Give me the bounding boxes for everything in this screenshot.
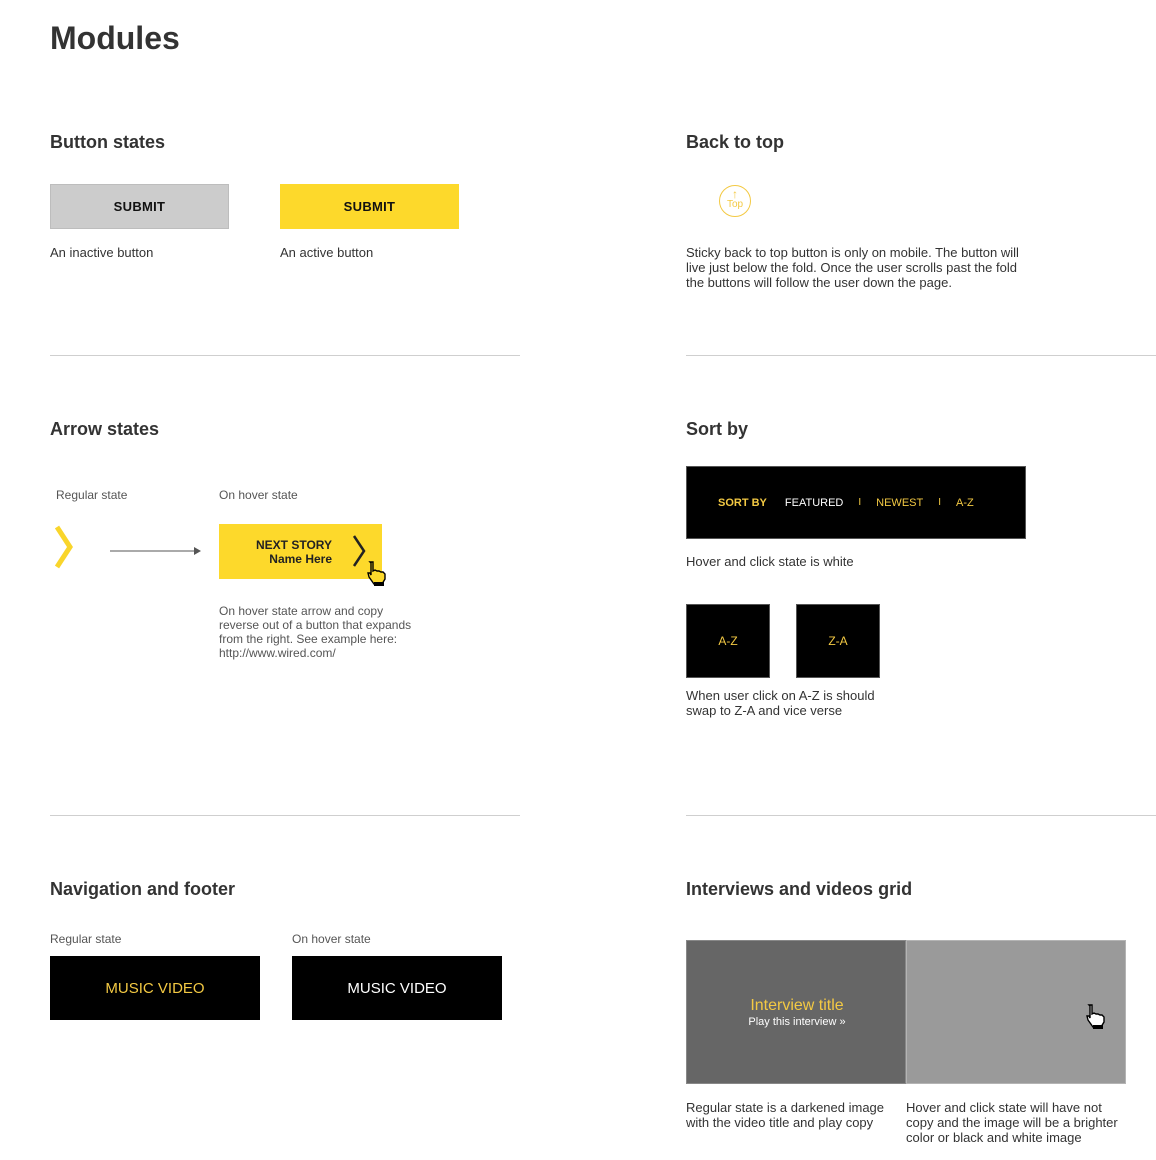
sort-z-a-button[interactable]: Z-A: [796, 604, 880, 678]
arrow-hover-label: On hover state: [219, 488, 298, 502]
grid-regular-caption: Regular state is a darkened image with the video title and play copy: [686, 1100, 885, 1130]
pointer-hand-icon: [1083, 1002, 1111, 1030]
chevron-right-icon[interactable]: [52, 524, 76, 570]
interview-tile-hover[interactable]: [906, 940, 1126, 1084]
nav-hover-label: On hover state: [292, 932, 371, 946]
grid-hover-caption: Hover and click state will have not copy and the image will be a brighter color or black and white image: [906, 1100, 1118, 1145]
sort-option-featured[interactable]: FEATURED: [784, 496, 844, 509]
sort-separator: I: [858, 497, 862, 508]
sort-swap-caption: When user click on A-Z is should swap to Z-A and vice verse: [686, 688, 875, 718]
arrow-states-heading: Arrow states: [50, 419, 160, 439]
nav-item-music-video-regular[interactable]: MUSIC VIDEO: [50, 956, 260, 1020]
sort-separator: I: [938, 497, 941, 508]
interviews-grid-heading: Interviews and videos grid: [686, 879, 913, 899]
active-button-caption: An active button: [280, 245, 374, 260]
sort-by-heading: Sort by: [686, 419, 749, 439]
back-to-top-button[interactable]: [719, 185, 751, 217]
nav-item-music-video-hover[interactable]: MUSIC VIDEO: [292, 956, 502, 1020]
pointer-hand-icon: [364, 559, 392, 587]
nav-footer-heading: Navigation and footer: [50, 879, 236, 899]
back-to-top-description: Sticky back to top button is only on mobile. The button will live just below the fold. Once the user scrolls past the fold the buttons will follow the user down the page.: [686, 245, 1019, 290]
sort-by-label: SORT BY: [718, 496, 767, 509]
sort-bar: [686, 466, 1026, 539]
nav-regular-label: Regular state: [50, 932, 122, 946]
divider: [50, 355, 520, 356]
divider: [686, 815, 1156, 816]
next-story-label: NEXT STORY: [255, 538, 332, 552]
page-title: Modules: [50, 20, 180, 56]
next-story-button[interactable]: [219, 524, 382, 579]
sort-hover-caption: Hover and click state is white: [686, 554, 854, 569]
arrow-right-connector-icon: [108, 545, 204, 557]
story-name-label: Name Here: [269, 552, 332, 566]
back-to-top-label: Top: [726, 199, 744, 210]
arrow-regular-label: Regular state: [56, 488, 128, 502]
submit-button-inactive[interactable]: SUBMIT: [50, 184, 229, 229]
inactive-button-caption: An inactive button: [50, 245, 154, 260]
submit-button-active[interactable]: SUBMIT: [280, 184, 459, 229]
interview-tile-regular[interactable]: [686, 940, 906, 1084]
play-interview-link[interactable]: Play this interview »: [748, 1016, 846, 1028]
button-states-heading: Button states: [50, 132, 166, 152]
back-to-top-heading: Back to top: [686, 132, 785, 152]
sort-option-newest[interactable]: NEWEST: [876, 496, 924, 509]
sort-a-z-button[interactable]: A-Z: [686, 604, 770, 678]
sort-option-a-z[interactable]: A-Z: [956, 496, 974, 509]
interview-title: Interview title: [750, 997, 844, 1014]
divider: [686, 355, 1156, 356]
arrow-hover-description: On hover state arrow and copy reverse out of a button that expands from the right. See example here: http://www.wired.com/: [219, 604, 412, 660]
divider: [50, 815, 520, 816]
arrow-up-icon: ↑: [732, 187, 738, 201]
